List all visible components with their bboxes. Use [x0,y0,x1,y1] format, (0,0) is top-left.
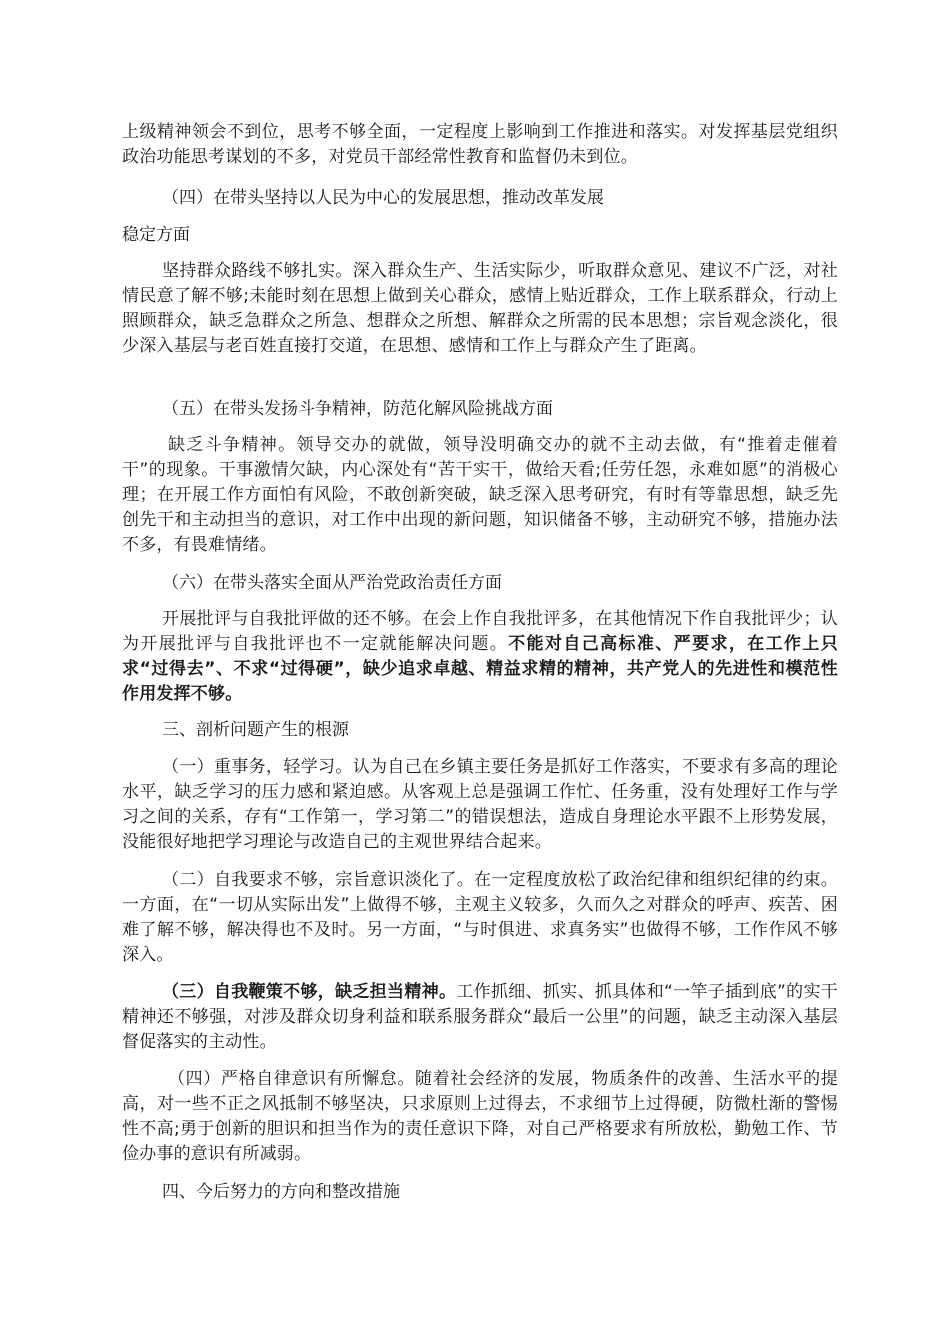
paragraph-criticism [122,607,838,707]
heading-section-6: （六）在带头落实全面从严治党政治责任方面 [162,573,502,593]
heading-section-5: （五）在带头发扬斗争精神，防范化解风险挑战方面 [162,399,553,419]
paragraph-cause-3-lead: （三）自我鞭策不够，缺乏担当精神。 [162,982,457,1002]
heading-section-4-continued: 稳定方面 [122,225,190,245]
paragraph-cause-2: （二）自我要求不够，宗旨意识淡化了。在一定程度放松了政治纪律和组织纪律的约束。一方面，在“一切从实际出发”上做得不够，主观主义较多，久而久之对群众的呼声、疾苦、困难了解不够，解决得也不及时。另一方面，“与时俱进、求真务实”也做得不够，工作作风不够深入。 [122,870,838,965]
paragraph-criticism-part-2: 不能对自己高标准、严要求，在工作上只求“过得去”、不求“过得硬”，缺少追求卓越、精益求精的精神，共产党人的先进性和模范性作用发挥不够。 [122,634,838,704]
paragraph-cause-4: （四）严格自律意识有所懈怠。随着社会经济的发展，物质条件的改善、生活水平的提高，对一些不正之风抵制不够坚决，只求原则上过得去，不求细节上过得硬，防微杜渐的警惕性不高;勇于创新的胆识和担当作为的责任意识下降，对自己严格要求有所放松，勤勉工作、节俭办事的意识有所减弱。 [122,1069,838,1164]
paragraph-cause-3-body: 工作抓细、抓实、抓具体和“一竿子插到底”的实干精神还不够强，对涉及群众切身利益和联系服务群众“最后一公里”的问题，缺乏主动深入基层督促落实的主动性。 [122,982,838,1052]
paragraph-cause-3 [122,980,838,1055]
paragraph-mass-line: 坚持群众路线不够扎实。深入群众生产、生活实际少，听取群众意见、建议不广泛，对社情民意了解不够;未能时刻在思想上做到关心群众，感情上贴近群众，工作上联系群众，行动上照顾群众，缺乏急群众之所急、想群众之所想、解群众之所需的民本思想；宗旨观念淡化，很少深入基层与老百姓直接打交道，在思想、感情和工作上与群众产生了距离。 [122,261,838,356]
heading-part-4: 四、今后努力的方向和整改措施 [162,1182,400,1202]
heading-part-3: 三、剖析问题产生的根源 [162,720,349,740]
paragraph-cause-1: （一）重事务，轻学习。认为自己在乡镇主要任务是抓好工作落实，不要求有多高的理论水平，缺乏学习的压力感和紧迫感。从客观上总是强调工作忙、任务重，没有处理好工作与学习之间的关系，存有“工作第一，学习第二”的错误想法，造成自身理论水平跟不上形势发展，没能很好地把学习理论与改造自己的主观世界结合起来。 [122,757,838,852]
heading-section-4: （四）在带头坚持以人民为中心的发展思想，推动改革发展 [162,188,604,208]
paragraph-struggle-spirit: 缺乏斗争精神。领导交办的就做，领导没明确交办的就不主动去做，有“推着走催着干”的现象。干事激情欠缺，内心深处有“苦干实干，做给天看;任劳任怨，永难如愿”的消极心理；在开展工作方面怕有风险，不敢创新突破，缺乏深入思考研究，有时有等靠思想，缺乏先创先干和主动担当的意识，对工作中出现的新问题，知识储备不够，主动研究不够，措施办法不多，有畏难情绪。 [122,435,838,555]
paragraph-leadership-understanding: 上级精神领会不到位，思考不够全面，一定程度上影响到工作推进和落实。对发挥基层党组织政治功能思考谋划的不多，对党员干部经常性教育和监督仍未到位。 [122,122,838,167]
paragraph-criticism-part-1: 开展批评与自我批评做的还不够。在会上作自我批评多，在其他情况下作自我批评少；认为开展批评与自我批评也不一定就能解决问题。 [122,609,838,654]
